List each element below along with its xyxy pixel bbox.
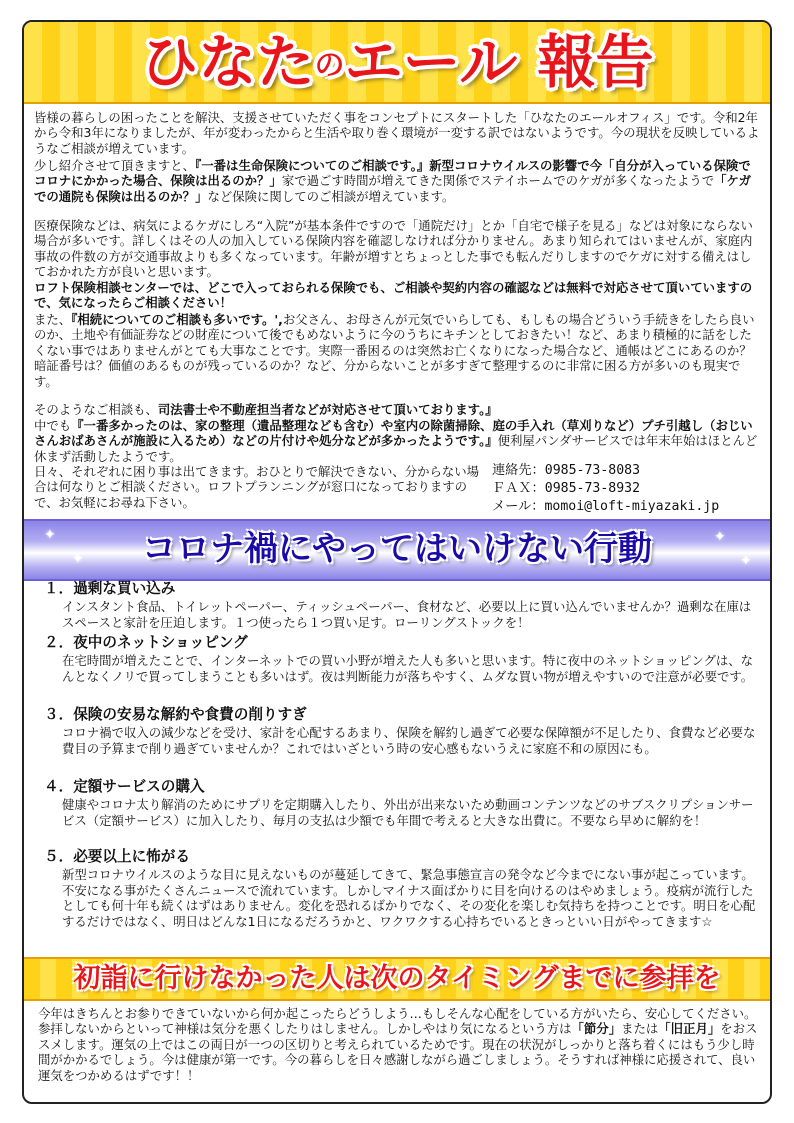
corona-title: コロナ禍にやってはいけない行動 [142, 529, 652, 569]
hatsumoude-body-c: または [621, 1021, 659, 1037]
corona-item-3-heading: ３．保険の安易な解約や食費の削りすぎ [44, 706, 307, 723]
title-report: 報告 [537, 28, 654, 96]
hatsumoude-title: 初詣に行けなかった人は次のタイミングまでに参拝を [73, 963, 721, 994]
intro-p2-a: 少し紹介させて頂きますと、 [34, 158, 196, 173]
corona-item-4-heading: ４．定額サービスの購入 [44, 778, 205, 795]
intro-p2-e: など保険に関してのご相談が増えています。 [207, 188, 455, 204]
header-banner [24, 22, 770, 104]
newsletter-frame [22, 20, 772, 1104]
contact-fax: ＦＡＸ：0985-73-8932 [492, 481, 641, 496]
corona-banner [24, 519, 770, 581]
corona-item-4-body: 健康やコロナ太り解消のためにサプリを定期購入したり、外出が出来ないため動画コンテンツなどのサブスクリプションサービス（定額サービス）に加入したり、毎月の支払は少額でも年間で考えると大きな出費に。不要なら早めに解約を！ [62, 797, 754, 828]
hatsumoude-body [38, 1006, 760, 1083]
intro-p7-a: 中でも [34, 418, 72, 433]
intro-p2-d: 「ケガでの通院も保険は出るのか？」 [34, 173, 752, 204]
intro-paragraph-7 [34, 418, 762, 464]
sparkle-icon: ✦ [72, 551, 84, 567]
intro-p5-c: お父さん、お母さんが元気でいらしても、もしもの場合どういう手続きをしたら良いのか、土地や有価証券などの財産について後でもめないように今のうちにキチンとしておきたい！など、あまり積極的に話をしたくない事ではありませんがとても大事なことです。実際一番困るのは突然お亡くなりになった場合など、通帳はどこにあるのか？暗証番号は？価値のあるものが残っているのか？など、分からないことが多すぎて整理するのに非常に困る方が多いのも現実です。 [34, 312, 755, 389]
intro-p5-b: 『相続についてのご相談も多いです。', [71, 312, 283, 327]
intro-p6-a: そのようなご相談も、 [34, 402, 158, 417]
contact-block [492, 462, 762, 516]
corona-item-1-heading: １．過剰な買い込み [44, 580, 176, 597]
sparkle-icon: ✦ [714, 529, 726, 545]
contact-mail[interactable]: メール：momoi@loft-miyazaki.jp [492, 499, 720, 514]
hatsumoude-banner [24, 957, 770, 1001]
corona-item-2-body: 在宅時間が増えたことで、インターネットでの買い小野が増えた人も多いと思います。特に夜中のネットショッピングは、なんとなくノリで買ってしまうことも多いはず。夜は判断能力が落ちやすく、ムダな買い物が増えやすいので注意が必要です。 [62, 653, 754, 684]
intro-paragraph-5 [34, 312, 762, 389]
intro-paragraph-8: 日々、それぞれに困り事は出てきます。おひとりで解決できない、分からない場合は何なりとご相談ください。ロフトプランニングが窓口になっておりますので、お気軽にお尋ね下さい。 [34, 464, 480, 510]
hatsumoude-kyushogatsu: 「旧正月」 [658, 1021, 721, 1037]
hatsumoude-body-a: 今年はきちんとお参りできていないから何か起こったらどうしよう…もしそんな心配をしている方がいたら、安心してください。参拝しないからといって神様は気分を悪くしたりはしません。しかしやはり気になるという方は [38, 1006, 757, 1037]
contact-tel[interactable]: 連絡先：0985-73-8083 [492, 463, 641, 478]
intro-p5-a: また、 [34, 312, 72, 327]
intro-p2-c: 家で過ごす時間が増えてきた関係でステイホームでのケガが多くなったようで [281, 173, 715, 189]
intro-p7-c: 便利屋パンダサービスでは年末年始はほとんど休まず活動したようです。 [34, 433, 758, 464]
intro-p6-b: 司法書士や不動産担当者などが対応させて頂いております。』 [157, 402, 498, 417]
intro-paragraph-6 [34, 402, 762, 417]
hatsumoude-setsubun: 「節分」 [571, 1021, 622, 1037]
corona-item-5-body: 新型コロナウイルスのような目に見えないものが蔓延してきて、緊急事態宣言の発令など今までにない事が起こっています。不安になる事がたくさんニュースで流れています。しかしマイナス面ばかりに目を向けるのはやめましょう。疫病が流行したとしても何十年も続くはずはありません。変化を恐れるばかりでなく、その変化を楽しむ気持ちを持つことです。明日を心配するだけではなく、明日はどんな1日になるだろうかと、ワクワクする心持ちでいるときっといい日がやってきます☆ [62, 867, 756, 929]
title-yell: エール [344, 28, 518, 96]
sparkle-icon: ✦ [44, 527, 56, 543]
intro-p2-b: 『一番は生命保険についてのご相談です。』新型コロナウイルスの影響で今「自分が入っている保険でコロナにかかった場合、保険は出るのか？」 [34, 158, 751, 189]
corona-item-1-body: インスタント食品、トイレットペーパー、ティッシュペーパー、食材など、必要以上に買い込んでいませんか？過剰な在庫はスペースと家計を圧迫します。１つ使ったら１つ買い足す。ローリングストックを！ [62, 599, 752, 630]
intro-paragraph-2 [34, 158, 762, 204]
sparkle-icon: ✦ [740, 553, 752, 569]
intro-paragraph-1: 皆様の暮らしの困ったことを解決、支援させていただく事をコンセプトにスタートした「ひなたのエールオフィス」です。令和2年から令和3年になりましたが、年が変わったからと生活や取り巻く環境が一変する訳ではないようです。今の現状を反映しているようなご相談が増えています。 [34, 110, 760, 156]
newsletter-title [24, 30, 770, 98]
corona-item-2-heading: ２．夜中のネットショッピング [44, 634, 248, 651]
title-hinata: ひなた [140, 28, 315, 96]
corona-item-3-body: コロナ禍で収入の減少などを受け、家計を心配するあまり、保険を解約し過ぎて必要な保障額が不足したり、食費など必要な費目の予算まで削り過ぎていませんか？これではいざという時の安心感もないうえに家庭不和の原因にも。 [62, 725, 756, 756]
title-no: の [314, 47, 345, 83]
corona-item-5-heading: ５．必要以上に怖がる [44, 848, 190, 865]
intro-p7-b: 『一番多かったのは、家の整理（遺品整理なども含む）や室内の除菌掃除、庭の手入れ（草刈りなど）プチ引越し（おじいさんおばあさんが施設に入るため）などの片付けや処分などが多かったようです。』 [34, 418, 753, 449]
intro-paragraph-3: 医療保険などは、病気によるケガにしろ“入院”が基本条件ですので「通院だけ」とか「自宅で様子を見る」などは対象にならない場合が多いです。詳しくはその人の加入している保険内容を確認しなければ分かりません。あまり知られてはいませんが、家庭内事故の件数の方が交通事故よりも多くなっています。年齢が増すとちょっとした事でも転んだりしますのでケガに対する備えはしておかれた方が良いと思います。 [34, 218, 753, 280]
intro-paragraph-4: ロフト保険相談センターでは、どこで入っておられる保険でも、ご相談や契約内容の確認などは無料で対応させて頂いていますので、気になったらご相談ください！ [34, 280, 753, 311]
hatsumoude-body-e: をおススメします。運気の上ではこの両日が一つの区切りと考えられているためです。現在の状況がしっかりと落ち着くにはもう少し時間がかかるでしょう。今は健康が第一です。今の暮らしを日々感謝しながら過ごしましょう。そうすれば神様に応援されて、良い運気をつかめるはずです！！ [38, 1021, 758, 1083]
